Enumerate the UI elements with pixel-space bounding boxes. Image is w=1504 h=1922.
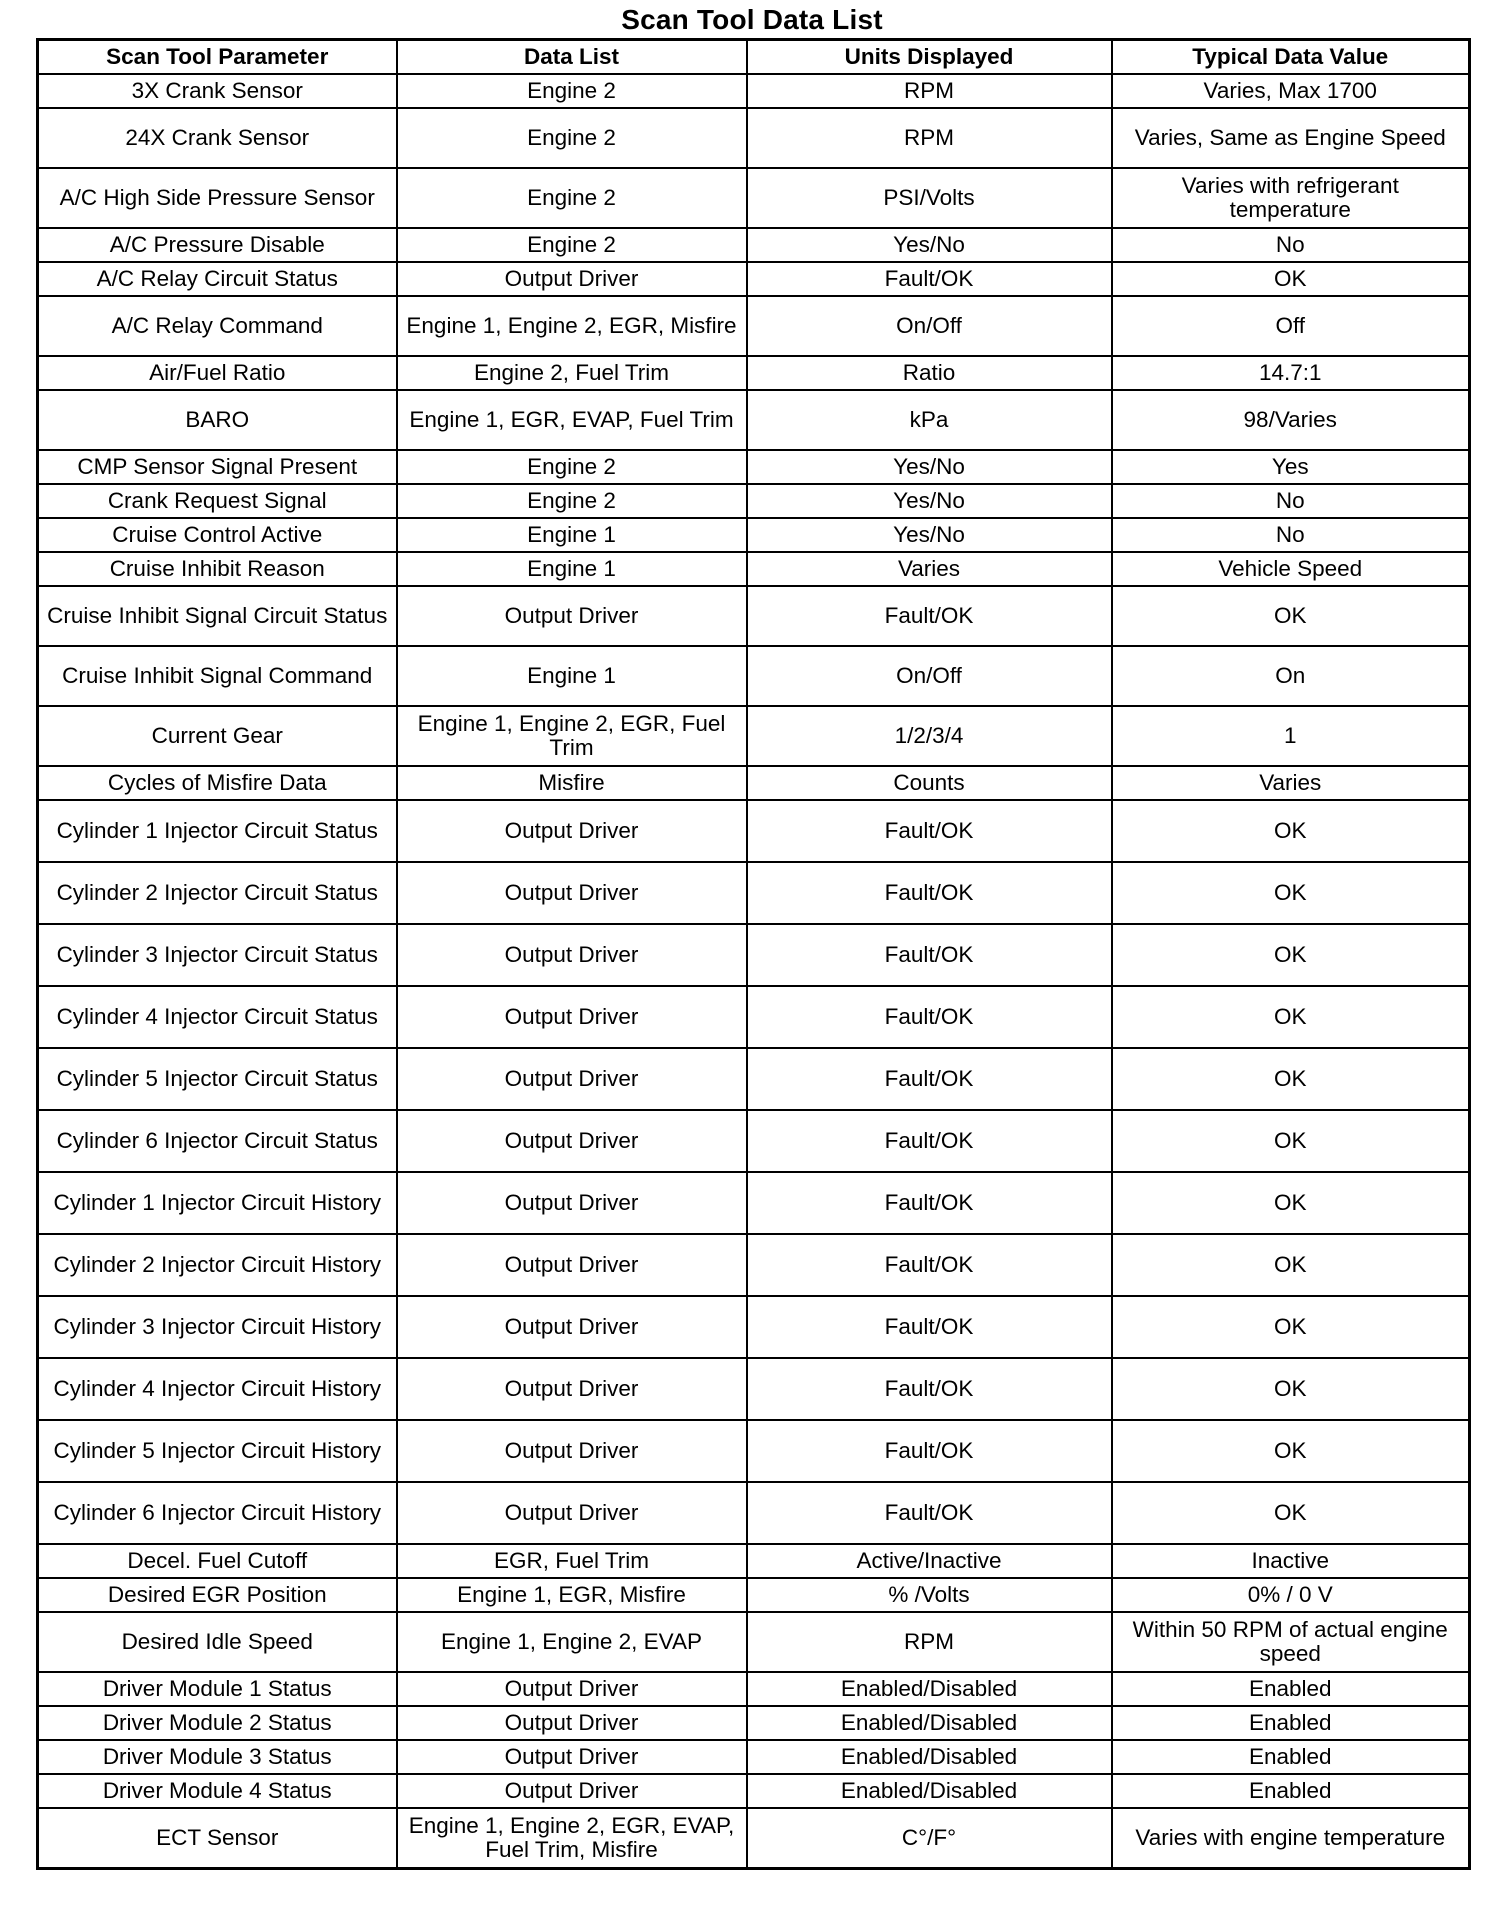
parameter-cell: Cruise Inhibit Signal Circuit Status (38, 586, 397, 646)
parameter-cell: ECT Sensor (38, 1808, 397, 1869)
data-list-cell: Output Driver (397, 1110, 747, 1172)
table-row (38, 1296, 1470, 1358)
data-list-cell: Engine 1, Engine 2, EGR, Misfire (397, 296, 747, 356)
table-row (38, 484, 1470, 518)
parameter-cell: BARO (38, 390, 397, 450)
table-row (38, 108, 1470, 168)
parameter-cell: A/C Relay Circuit Status (38, 262, 397, 296)
table-row (38, 1706, 1470, 1740)
data-list-cell: Output Driver (397, 1358, 747, 1420)
units-cell: Yes/No (747, 450, 1112, 484)
units-cell: Yes/No (747, 228, 1112, 262)
table-row (38, 1578, 1470, 1612)
parameter-cell: Cylinder 5 Injector Circuit Status (38, 1048, 397, 1110)
parameter-cell: Current Gear (38, 706, 397, 766)
typical-value-cell: OK (1112, 1482, 1470, 1544)
units-cell: Enabled/Disabled (747, 1672, 1112, 1706)
units-cell: Ratio (747, 356, 1112, 390)
table-row (38, 1358, 1470, 1420)
parameter-cell: Cylinder 4 Injector Circuit History (38, 1358, 397, 1420)
data-list-cell: Output Driver (397, 1296, 747, 1358)
typical-value-cell: Enabled (1112, 1672, 1470, 1706)
typical-value-cell: On (1112, 646, 1470, 706)
units-cell: Enabled/Disabled (747, 1774, 1112, 1808)
units-cell: Fault/OK (747, 1296, 1112, 1358)
typical-value-cell: No (1112, 484, 1470, 518)
header-data-list: Data List (397, 40, 747, 75)
data-list-cell: Output Driver (397, 1774, 747, 1808)
data-list-cell: Output Driver (397, 1672, 747, 1706)
table-row (38, 1234, 1470, 1296)
data-list-cell: Engine 1 (397, 646, 747, 706)
data-list-cell: Engine 2 (397, 168, 747, 228)
data-list-cell: Misfire (397, 766, 747, 800)
units-cell: Yes/No (747, 518, 1112, 552)
table-row (38, 862, 1470, 924)
units-cell: Enabled/Disabled (747, 1706, 1112, 1740)
parameter-cell: Cruise Inhibit Signal Command (38, 646, 397, 706)
units-cell: Active/Inactive (747, 1544, 1112, 1578)
data-list-cell: Engine 1, EGR, Misfire (397, 1578, 747, 1612)
table-row (38, 924, 1470, 986)
typical-value-cell: Vehicle Speed (1112, 552, 1470, 586)
data-list-cell: Engine 2 (397, 74, 747, 108)
units-cell: Counts (747, 766, 1112, 800)
parameter-cell: A/C Relay Command (38, 296, 397, 356)
data-list-cell: Output Driver (397, 924, 747, 986)
data-list-cell: Output Driver (397, 1740, 747, 1774)
table-row (38, 1110, 1470, 1172)
typical-value-cell: OK (1112, 262, 1470, 296)
data-list-cell: Output Driver (397, 800, 747, 862)
units-cell: Enabled/Disabled (747, 1740, 1112, 1774)
units-cell: Fault/OK (747, 586, 1112, 646)
data-list-cell: Engine 2 (397, 450, 747, 484)
units-cell: Varies (747, 552, 1112, 586)
table-row (38, 168, 1470, 228)
parameter-cell: Cycles of Misfire Data (38, 766, 397, 800)
data-list-cell: Output Driver (397, 1420, 747, 1482)
parameter-cell: Driver Module 2 Status (38, 1706, 397, 1740)
typical-value-cell: OK (1112, 800, 1470, 862)
typical-value-cell: OK (1112, 924, 1470, 986)
table-row (38, 356, 1470, 390)
typical-value-cell: OK (1112, 1296, 1470, 1358)
data-list-cell: Engine 1, Engine 2, EGR, Fuel Trim (397, 706, 747, 766)
typical-value-cell: Varies (1112, 766, 1470, 800)
units-cell: Fault/OK (747, 1358, 1112, 1420)
parameter-cell: Cylinder 2 Injector Circuit Status (38, 862, 397, 924)
parameter-cell: Cylinder 1 Injector Circuit History (38, 1172, 397, 1234)
table-row (38, 1612, 1470, 1672)
parameter-cell: A/C High Side Pressure Sensor (38, 168, 397, 228)
parameter-cell: Cylinder 6 Injector Circuit History (38, 1482, 397, 1544)
table-row (38, 1048, 1470, 1110)
data-list-cell: Output Driver (397, 1706, 747, 1740)
scan-tool-data-table (36, 38, 1471, 1870)
table-row (38, 262, 1470, 296)
typical-value-cell: OK (1112, 1358, 1470, 1420)
parameter-cell: Cylinder 4 Injector Circuit Status (38, 986, 397, 1048)
table-row (38, 1740, 1470, 1774)
parameter-cell: Driver Module 3 Status (38, 1740, 397, 1774)
data-list-cell: Output Driver (397, 1482, 747, 1544)
table-row (38, 1172, 1470, 1234)
table-row (38, 646, 1470, 706)
data-list-cell: Engine 1, Engine 2, EGR, EVAP, Fuel Trim, Misfire (397, 1808, 747, 1869)
typical-value-cell: No (1112, 518, 1470, 552)
table-row (38, 986, 1470, 1048)
parameter-cell: Cruise Inhibit Reason (38, 552, 397, 586)
parameter-cell: Air/Fuel Ratio (38, 356, 397, 390)
typical-value-cell: Varies with refrigerant temperature (1112, 168, 1470, 228)
table-row (38, 390, 1470, 450)
typical-value-cell: OK (1112, 1172, 1470, 1234)
table-row (38, 586, 1470, 646)
parameter-cell: Driver Module 1 Status (38, 1672, 397, 1706)
data-list-cell: Engine 2 (397, 484, 747, 518)
data-list-cell: Output Driver (397, 1048, 747, 1110)
parameter-cell: A/C Pressure Disable (38, 228, 397, 262)
parameter-cell: Crank Request Signal (38, 484, 397, 518)
typical-value-cell: OK (1112, 1234, 1470, 1296)
parameter-cell: 24X Crank Sensor (38, 108, 397, 168)
parameter-cell: Desired EGR Position (38, 1578, 397, 1612)
data-list-cell: Output Driver (397, 262, 747, 296)
units-cell: % /Volts (747, 1578, 1112, 1612)
parameter-cell: Desired Idle Speed (38, 1612, 397, 1672)
table-row (38, 1808, 1470, 1869)
units-cell: Fault/OK (747, 1420, 1112, 1482)
typical-value-cell: 98/Varies (1112, 390, 1470, 450)
units-cell: On/Off (747, 646, 1112, 706)
page-title: Scan Tool Data List (621, 4, 883, 35)
parameter-cell: Decel. Fuel Cutoff (38, 1544, 397, 1578)
table-row (38, 1544, 1470, 1578)
parameter-cell: Cylinder 2 Injector Circuit History (38, 1234, 397, 1296)
units-cell: Fault/OK (747, 1172, 1112, 1234)
units-cell: Fault/OK (747, 262, 1112, 296)
units-cell: Fault/OK (747, 800, 1112, 862)
table-row (38, 296, 1470, 356)
units-cell: PSI/Volts (747, 168, 1112, 228)
typical-value-cell: 1 (1112, 706, 1470, 766)
typical-value-cell: OK (1112, 1110, 1470, 1172)
units-cell: kPa (747, 390, 1112, 450)
units-cell: Fault/OK (747, 1110, 1112, 1172)
table-header-row (38, 40, 1470, 75)
units-cell: RPM (747, 74, 1112, 108)
parameter-cell: Cruise Control Active (38, 518, 397, 552)
typical-value-cell: Enabled (1112, 1740, 1470, 1774)
parameter-cell: Cylinder 5 Injector Circuit History (38, 1420, 397, 1482)
typical-value-cell: Off (1112, 296, 1470, 356)
units-cell: On/Off (747, 296, 1112, 356)
data-list-cell: Engine 2 (397, 108, 747, 168)
table-row (38, 1420, 1470, 1482)
typical-value-cell: Within 50 RPM of actual engine speed (1112, 1612, 1470, 1672)
typical-value-cell: Enabled (1112, 1774, 1470, 1808)
table-row (38, 1672, 1470, 1706)
units-cell: 1/2/3/4 (747, 706, 1112, 766)
data-list-cell: Engine 2 (397, 228, 747, 262)
table-row (38, 1774, 1470, 1808)
typical-value-cell: OK (1112, 586, 1470, 646)
data-list-cell: Output Driver (397, 586, 747, 646)
typical-value-cell: OK (1112, 986, 1470, 1048)
table-row (38, 800, 1470, 862)
data-list-cell: Engine 1 (397, 518, 747, 552)
units-cell: Fault/OK (747, 1482, 1112, 1544)
table-row (38, 1482, 1470, 1544)
typical-value-cell: Inactive (1112, 1544, 1470, 1578)
typical-value-cell: Varies, Max 1700 (1112, 74, 1470, 108)
units-cell: Fault/OK (747, 862, 1112, 924)
units-cell: Yes/No (747, 484, 1112, 518)
data-list-cell: Output Driver (397, 986, 747, 1048)
data-list-cell: Output Driver (397, 1234, 747, 1296)
units-cell: C°/F° (747, 1808, 1112, 1869)
table-row (38, 518, 1470, 552)
typical-value-cell: No (1112, 228, 1470, 262)
table-row (38, 552, 1470, 586)
data-list-cell: Engine 1, EGR, EVAP, Fuel Trim (397, 390, 747, 450)
typical-value-cell: Varies with engine temperature (1112, 1808, 1470, 1869)
parameter-cell: Driver Module 4 Status (38, 1774, 397, 1808)
units-cell: Fault/OK (747, 1234, 1112, 1296)
data-list-cell: Engine 1, Engine 2, EVAP (397, 1612, 747, 1672)
parameter-cell: Cylinder 3 Injector Circuit Status (38, 924, 397, 986)
table-row (38, 74, 1470, 108)
typical-value-cell: Enabled (1112, 1706, 1470, 1740)
typical-value-cell: OK (1112, 1048, 1470, 1110)
typical-value-cell: 0% / 0 V (1112, 1578, 1470, 1612)
data-list-cell: Output Driver (397, 1172, 747, 1234)
units-cell: Fault/OK (747, 986, 1112, 1048)
table-row (38, 766, 1470, 800)
units-cell: RPM (747, 1612, 1112, 1672)
typical-value-cell: 14.7:1 (1112, 356, 1470, 390)
header-scan-tool-parameter: Scan Tool Parameter (38, 40, 397, 75)
units-cell: RPM (747, 108, 1112, 168)
data-list-cell: Engine 1 (397, 552, 747, 586)
data-list-cell: Output Driver (397, 862, 747, 924)
header-typical-data-value: Typical Data Value (1112, 40, 1470, 75)
typical-value-cell: OK (1112, 1420, 1470, 1482)
parameter-cell: 3X Crank Sensor (38, 74, 397, 108)
parameter-cell: Cylinder 6 Injector Circuit Status (38, 1110, 397, 1172)
units-cell: Fault/OK (747, 1048, 1112, 1110)
table-body (38, 74, 1470, 1869)
units-cell: Fault/OK (747, 924, 1112, 986)
parameter-cell: Cylinder 3 Injector Circuit History (38, 1296, 397, 1358)
typical-value-cell: OK (1112, 862, 1470, 924)
parameter-cell: Cylinder 1 Injector Circuit Status (38, 800, 397, 862)
header-units-displayed: Units Displayed (747, 40, 1112, 75)
typical-value-cell: Yes (1112, 450, 1470, 484)
typical-value-cell: Varies, Same as Engine Speed (1112, 108, 1470, 168)
table-row (38, 228, 1470, 262)
data-list-cell: Engine 2, Fuel Trim (397, 356, 747, 390)
data-list-cell: EGR, Fuel Trim (397, 1544, 747, 1578)
table-row (38, 450, 1470, 484)
parameter-cell: CMP Sensor Signal Present (38, 450, 397, 484)
table-row (38, 706, 1470, 766)
